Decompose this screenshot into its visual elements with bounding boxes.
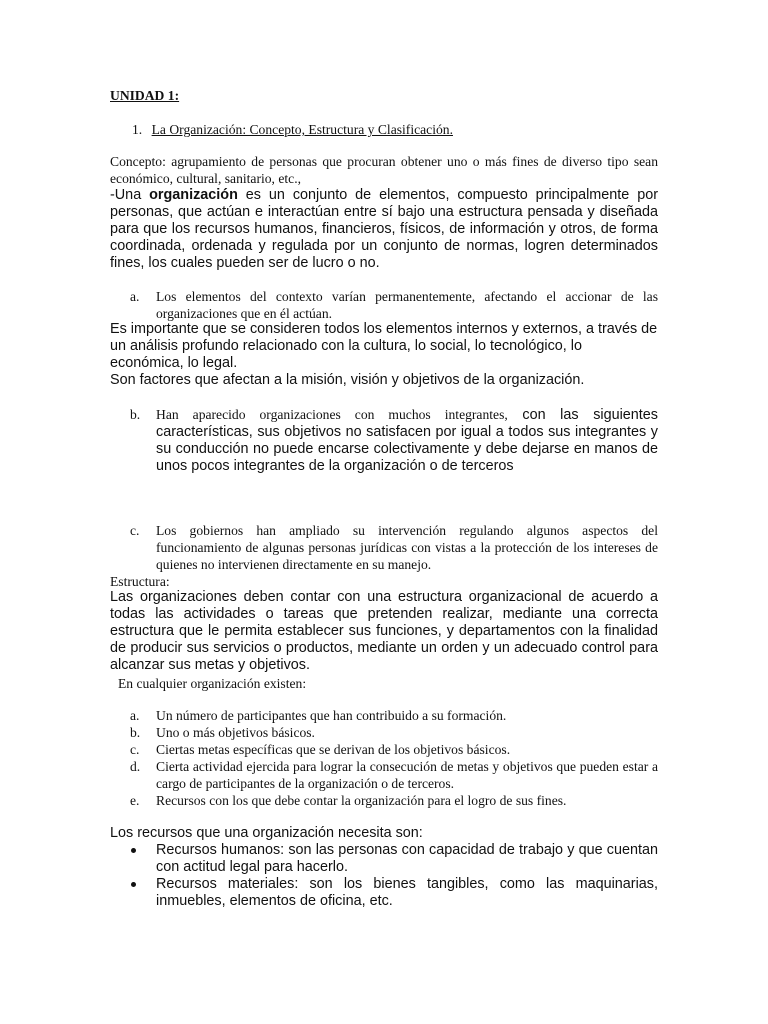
definition-paragraph: [110, 187, 658, 272]
list-marker: c.: [130, 523, 140, 538]
existen-intro: En cualquier organización existen:: [118, 676, 307, 691]
definition-rest: es un conjunto de elementos, compuesto principalmente por personas, que actúan e interactúan entre sí bajo una estructura pensada y diseñada para que los recursos humanos, financieros, físicos, de información y otros, de forma coordinada, ordenada y regulada por un conjunto de normas, logren determinados fines, los cuales pueden ser de lucro o no.: [110, 187, 658, 271]
list-item: [130, 522, 658, 573]
existen-list: [130, 707, 658, 809]
list-item-text: Los gobiernos han ampliado su intervención regulando algunos aspectos del funcionamiento de algunas personas jurídicas con vistas a la protección de los intereses de quienes no intervienen directamente en su manejo.: [156, 523, 658, 572]
list-marker: a.: [130, 708, 140, 723]
list-marker: b.: [130, 407, 141, 422]
list-item-text: Los elementos del contexto varían permanentemente, afectando el accionar de las organizaciones que en él actúan.: [156, 289, 658, 321]
section-title: [132, 121, 652, 138]
bullet-icon: [131, 882, 136, 887]
unit-heading: UNIDAD 1:: [110, 88, 180, 103]
list-item: [130, 707, 658, 724]
concept-paragraph: Concepto: agrupamiento de personas que procuran obtener uno o más fines de diverso tipo sean económico, cultural, sanitario, etc.,: [110, 154, 658, 186]
context-list: [130, 406, 658, 475]
resources-intro: Los recursos que una organización necesita son:: [110, 825, 423, 841]
context-list: [130, 522, 658, 573]
list-item-text: Recursos materiales: son los bienes tangibles, como las maquinarias, inmuebles, elementos de oficina, etc.: [156, 876, 658, 909]
list-marker: d.: [130, 759, 141, 774]
list-item: [130, 406, 658, 475]
list-marker: e.: [130, 793, 140, 808]
list-item: [130, 792, 658, 809]
list-item-text: Ciertas metas específicas que se derivan de los objetivos básicos.: [156, 742, 511, 757]
list-item-text: Uno o más objetivos básicos.: [156, 725, 315, 740]
definition-prefix: -Una: [110, 187, 150, 203]
list-item: [130, 288, 658, 322]
list-item-text: Recursos humanos: son las personas con capacidad de trabajo y que cuentan con actitud legal para hacerlo.: [156, 842, 658, 875]
list-item: [130, 876, 658, 910]
section-number: 1.: [132, 122, 143, 137]
factors-paragraph: Son factores que afectan a la misión, visión y objetivos de la organización.: [110, 372, 585, 388]
list-marker: a.: [130, 289, 140, 304]
list-marker: c.: [130, 742, 140, 757]
list-item-text: Recursos con los que debe contar la organización para el logro de sus fines.: [156, 793, 567, 808]
list-item: [130, 758, 658, 792]
list-item-text-serif: Han aparecido organizaciones con muchos integrantes,: [156, 407, 508, 422]
list-marker: b.: [130, 725, 141, 740]
importance-paragraph: Es importante que se consideren todos los elementos internos y externos, a través de un análisis profundo relacionado con la cultura, lo social, lo tecnológico, lo económica, lo legal.: [110, 321, 658, 371]
list-item: [130, 724, 658, 741]
list-item: [130, 741, 658, 758]
definition-keyword: organización: [149, 187, 238, 203]
list-item-text-sans: con las siguientes características, sus objetivos no satisfacen por igual a todos sus integrantes y su conducción no puede encarse colectivamente y debe dejarse en manos de unos pocos integrantes de la organización o de terceros: [156, 407, 658, 474]
section-title-text: La Organización: Concepto, Estructura y Clasificación.: [151, 122, 453, 137]
list-item-text: Cierta actividad ejercida para lograr la consecución de metas y objetivos que pueden estar a cargo de participantes de la organización o de terceros.: [156, 759, 658, 791]
bullet-icon: [131, 848, 136, 853]
resources-list: [130, 842, 658, 910]
context-list: [130, 288, 658, 322]
structure-paragraph: Las organizaciones deben contar con una estructura organizacional de acuerdo a todas las actividades o tareas que pretenden realizar, mediante una correcta estructura que le permita establecer sus funciones, y departamentos con la finalidad de producir sus servicios o productos, mediante un orden y un adecuado control para alcanzar sus metas y objetivos.: [110, 589, 658, 673]
list-item-text: Un número de participantes que han contribuido a su formación.: [156, 708, 507, 723]
structure-label: Estructura:: [110, 574, 170, 589]
list-item: [130, 842, 658, 876]
